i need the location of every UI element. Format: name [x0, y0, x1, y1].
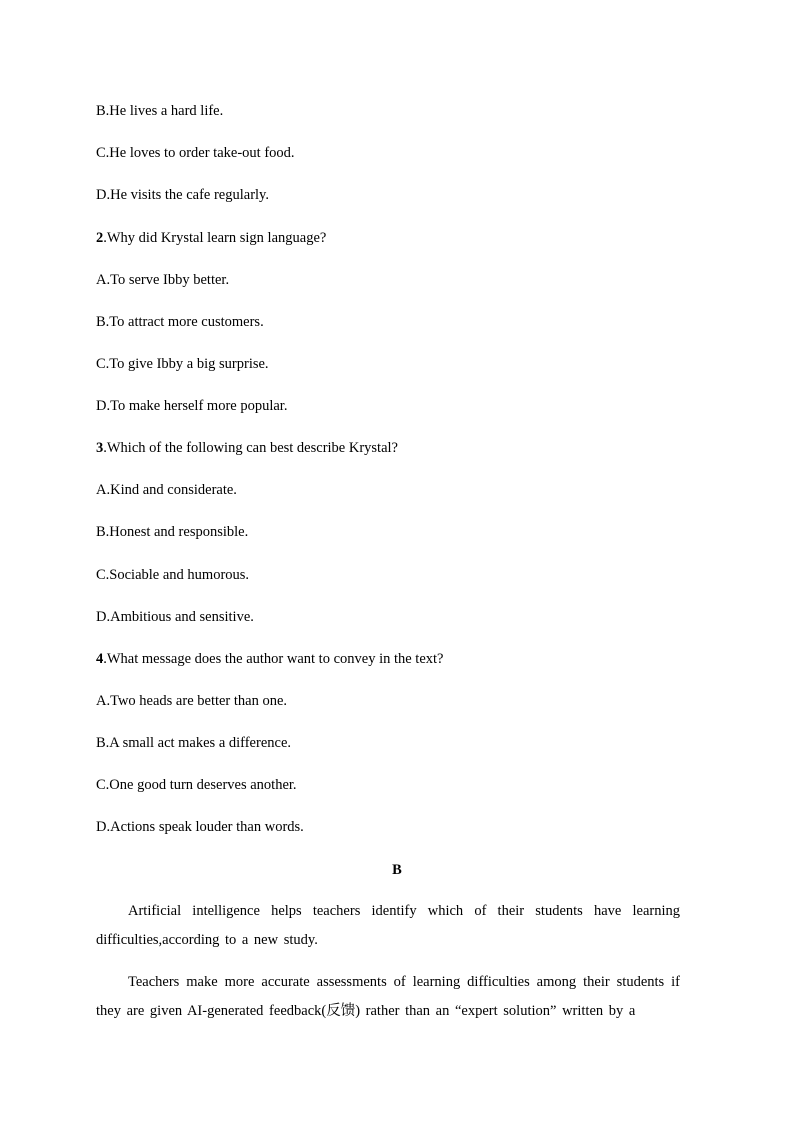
- q3-option-b: B.Honest and responsible.: [96, 524, 249, 540]
- q2-stem: .Why did Krystal learn sign language?: [103, 230, 327, 246]
- q1-option-b: B.He lives a hard life.: [96, 103, 224, 119]
- q2-option-c: C.To give Ibby a big surprise.: [96, 356, 269, 372]
- q4-stem: .What message does the author want to convey in the text?: [103, 651, 444, 667]
- q3-stem-line: [96, 439, 398, 457]
- section-b-title: B: [392, 862, 402, 878]
- q1-option-d: D.He visits the cafe regularly.: [96, 187, 269, 203]
- q4-option-b: B.A small act makes a difference.: [96, 735, 292, 751]
- q4-option-d: D.Actions speak louder than words.: [96, 819, 304, 835]
- section-b-paragraph-1: Artificial intelligence helps teachers identify which of their students have learning difficulties,according to a new study.: [96, 903, 680, 948]
- q4-option-a: A.Two heads are better than one.: [96, 693, 288, 709]
- q3-option-a: A.Kind and considerate.: [96, 482, 237, 498]
- q3-option-d: D.Ambitious and sensitive.: [96, 609, 254, 625]
- q4-option-c: C.One good turn deserves another.: [96, 777, 297, 793]
- q2-stem-line: [96, 229, 326, 247]
- q2-option-a: A.To serve Ibby better.: [96, 272, 230, 288]
- section-b-paragraph-2: Teachers make more accurate assessments of learning difficulties among their students if they are given AI-generated feedback(反馈) rather than an “expert solution” written by a: [96, 974, 680, 1019]
- q2-number: 2: [96, 230, 104, 246]
- q4-stem-line: [96, 650, 444, 668]
- q4-number: 4: [96, 651, 104, 667]
- q3-stem: .Which of the following can best describe Krystal?: [103, 440, 398, 456]
- q3-option-c: C.Sociable and humorous.: [96, 567, 250, 583]
- q3-number: 3: [96, 440, 104, 456]
- q2-option-b: B.To attract more customers.: [96, 314, 264, 330]
- q1-option-c: C.He loves to order take-out food.: [96, 145, 295, 161]
- q2-option-d: D.To make herself more popular.: [96, 398, 288, 414]
